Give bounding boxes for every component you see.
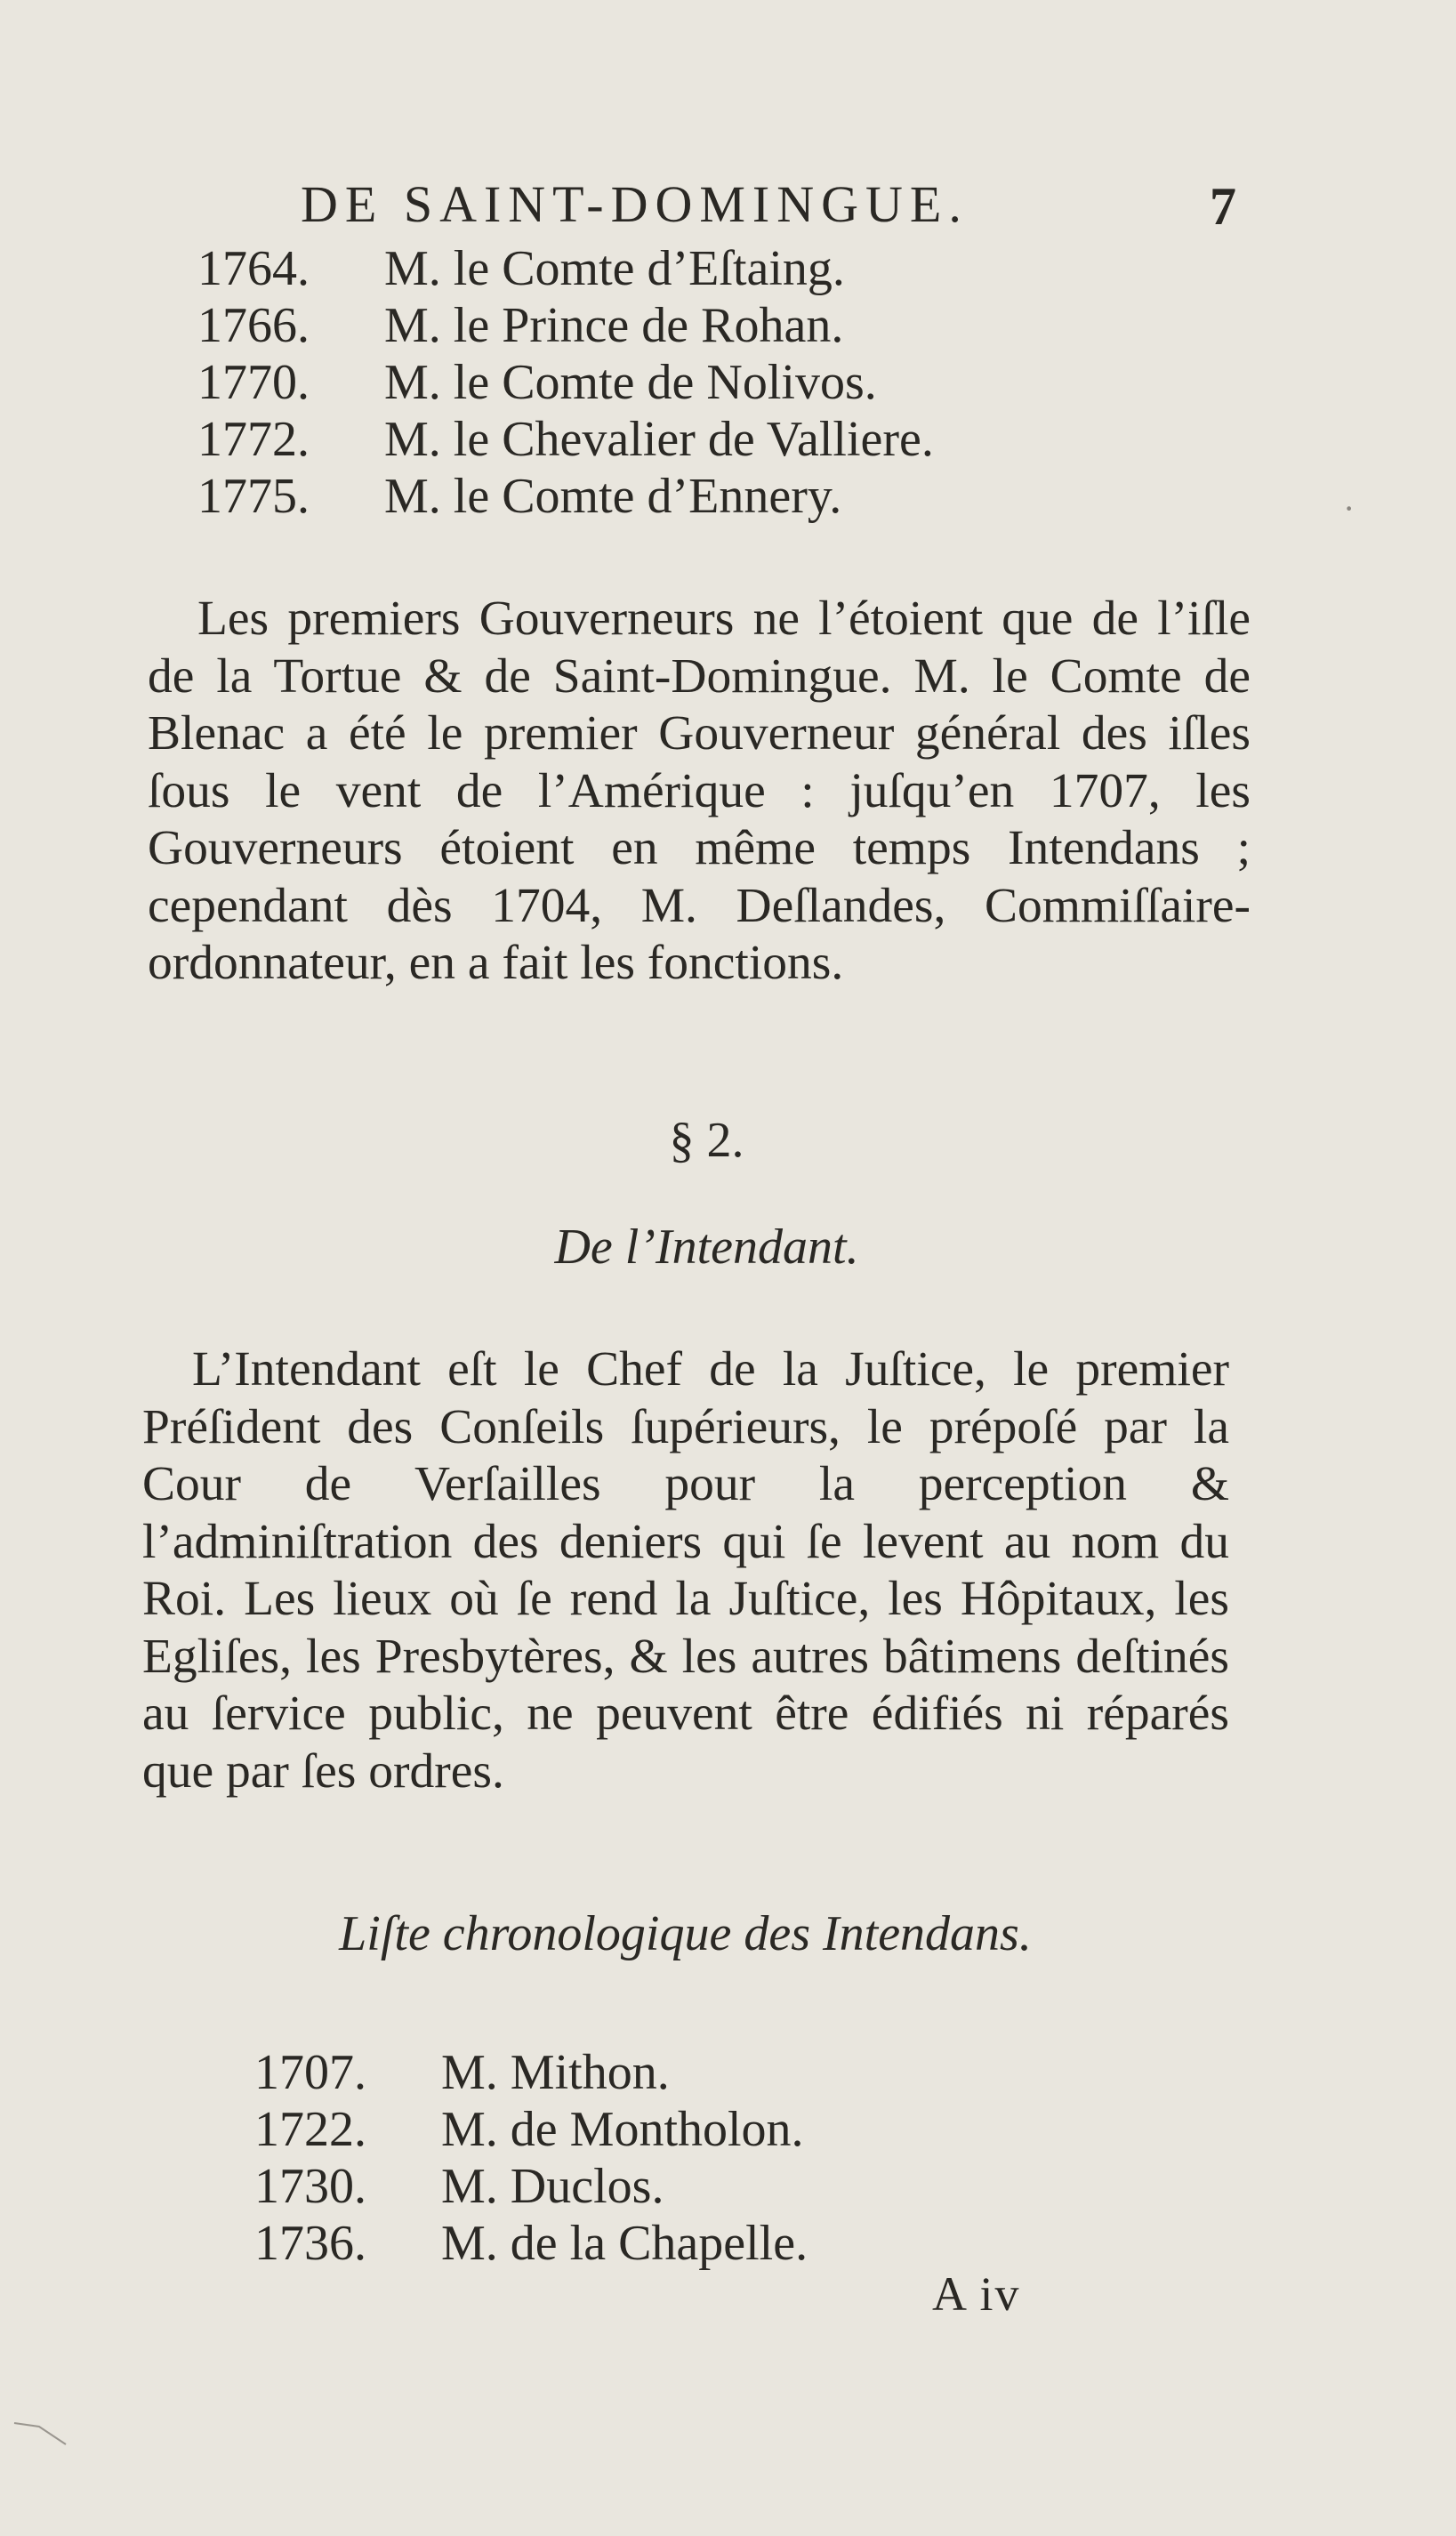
list-item-name: M. le Comte d’Ennery. xyxy=(384,469,842,524)
list-item-year: 1772. xyxy=(197,412,310,467)
signature-mark: A iv xyxy=(932,2267,1021,2321)
list-item xyxy=(254,2158,808,2215)
list-title: Liſte chronologique des Intendans. xyxy=(339,1906,1032,1961)
section-title: De l’Intendant. xyxy=(554,1220,859,1275)
list-item-year: 1770. xyxy=(197,355,310,410)
list-item-year: 1722. xyxy=(254,2102,366,2157)
list-item xyxy=(197,297,934,354)
paragraph-governors: Les premiers Gouverneurs ne l’étoient que de l’iſle de la Tortue & de Saint-Domingue. M. le Comte de Blenac a été le premier Gouverneur général des iſles ſous le vent de l’Amérique : juſqu’en 1707, les Gouverneurs étoient en même temps Intendans ; cependant dès 1704, M. Deſlandes, Commiſſaire-ordonnateur, en a fait les fonctions. xyxy=(148,592,1251,990)
list-item-name: M. Mithon. xyxy=(441,2045,670,2100)
ink-speck: · xyxy=(1343,488,1355,528)
list-item xyxy=(254,2215,808,2272)
list-item xyxy=(197,468,934,525)
intendants-list xyxy=(254,2044,808,2272)
paragraph-intendant: L’Intendant eſt le Chef de la Juſtice, le premier Préſident des Conſeils ſupérieurs, le prépoſé par la Cour de Verſailles pour la perception & l’adminiſtration des deniers qui ſe levent au nom du Roi. Les lieux où ſe rend la Juſtice, les Hôpitaux, les Egliſes, les Presbytères, & les autres bâtimens deſtinés au ſervice public, ne peuvent être édifiés ni réparés que par ſes ordres. xyxy=(142,1342,1229,1799)
list-item-name: M. le Prince de Rohan. xyxy=(384,298,844,353)
section-number: § 2. xyxy=(669,1113,744,1168)
list-item-name: M. le Comte d’Eſtaing. xyxy=(384,241,845,296)
list-item-name: M. le Chevalier de Valliere. xyxy=(384,412,934,467)
list-item-year: 1764. xyxy=(197,241,310,296)
list-item xyxy=(254,2044,808,2101)
list-item-name: M. de la Chapelle. xyxy=(441,2216,808,2271)
list-item-name: M. de Montholon. xyxy=(441,2102,804,2157)
list-item-year: 1766. xyxy=(197,298,310,353)
list-item xyxy=(197,354,934,411)
running-title: DE SAINT-DOMINGUE. xyxy=(301,175,969,233)
list-item-name: M. le Comte de Nolivos. xyxy=(384,355,877,410)
list-item-year: 1707. xyxy=(254,2045,366,2100)
list-item-name: M. Duclos. xyxy=(441,2159,664,2214)
list-item xyxy=(197,411,934,468)
list-item-year: 1736. xyxy=(254,2216,366,2271)
governors-list xyxy=(197,240,934,525)
list-item xyxy=(254,2101,808,2158)
list-item xyxy=(197,240,934,297)
paper-scratch-mark xyxy=(12,2418,84,2453)
list-item-year: 1730. xyxy=(254,2159,366,2214)
running-header xyxy=(301,174,1261,246)
page-number: 7 xyxy=(1210,177,1243,236)
list-item-year: 1775. xyxy=(197,469,310,524)
